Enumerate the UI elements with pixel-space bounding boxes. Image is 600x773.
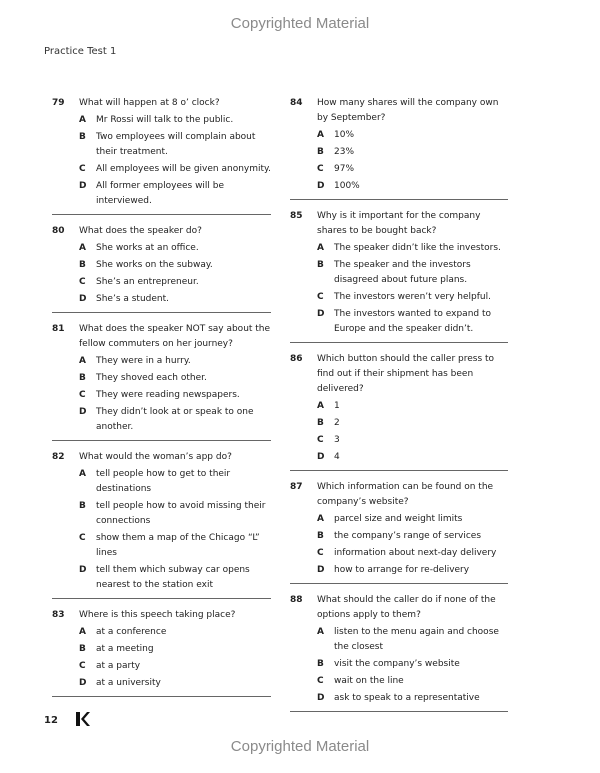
- question: [52, 322, 271, 435]
- option-text: 1: [334, 401, 340, 411]
- option-text: the company’s range of services: [334, 531, 482, 541]
- question: [52, 224, 271, 307]
- question-divider: [52, 312, 271, 313]
- answer-option: [52, 676, 271, 691]
- answer-option: [52, 162, 271, 177]
- option-text: They were in a hurry.: [96, 356, 191, 366]
- answer-option: [52, 371, 271, 386]
- question-text: Which button should the caller press to find out if their shipment has been delivered?: [317, 354, 495, 394]
- question-text: Which information can be found on the company’s website?: [317, 482, 494, 507]
- question-number: 86: [290, 354, 303, 364]
- option-letter: D: [317, 309, 325, 319]
- page-number: 12: [44, 715, 58, 726]
- question-number: 81: [52, 324, 65, 334]
- answer-option: [52, 354, 271, 369]
- option-text: The speaker and the investors disagreed about future plans.: [334, 260, 471, 285]
- option-letter: D: [79, 181, 87, 191]
- option-letter: B: [317, 659, 324, 669]
- option-text: show them a map of the Chicago “L” lines: [96, 533, 260, 558]
- option-letter: B: [79, 501, 86, 511]
- option-text: how to arrange for re-delivery: [334, 565, 470, 575]
- option-text: She’s an entrepreneur.: [96, 277, 199, 287]
- publisher-logo-icon: [75, 711, 91, 727]
- answer-option: [52, 241, 271, 256]
- option-text: All former employees will be interviewed.: [96, 181, 225, 206]
- answer-option: [52, 388, 271, 403]
- question-number: 87: [290, 482, 303, 492]
- option-letter: B: [317, 260, 324, 270]
- answer-option: [290, 145, 508, 160]
- answer-option: [52, 531, 271, 561]
- question-stem: [52, 322, 271, 352]
- option-letter: D: [79, 407, 87, 417]
- answer-option: [290, 691, 508, 706]
- question-text: Why is it important for the company shares to be bought back?: [317, 211, 481, 236]
- option-text: listen to the menu again and choose the closest: [334, 627, 499, 652]
- option-text: 3: [334, 435, 340, 445]
- option-text: at a meeting: [96, 644, 154, 654]
- question-divider: [290, 199, 508, 200]
- option-text: 2: [334, 418, 340, 428]
- option-letter: C: [317, 548, 324, 558]
- option-letter: A: [79, 356, 86, 366]
- option-letter: B: [317, 531, 324, 541]
- option-letter: A: [79, 115, 86, 125]
- option-text: at a party: [96, 661, 141, 671]
- option-text: 100%: [334, 181, 360, 191]
- question: [290, 480, 508, 578]
- question-stem: [290, 96, 508, 126]
- question-text: What will happen at 8 o’ clock?: [79, 98, 220, 108]
- answer-option: [52, 113, 271, 128]
- option-text: Mr Rossi will talk to the public.: [96, 115, 234, 125]
- option-text: She’s a student.: [96, 294, 170, 304]
- answer-option: [290, 657, 508, 672]
- option-letter: B: [317, 147, 324, 157]
- answer-option: [290, 450, 508, 465]
- option-text: She works on the subway.: [96, 260, 213, 270]
- answer-option: [290, 625, 508, 655]
- option-letter: D: [79, 678, 87, 688]
- question-divider: [52, 440, 271, 441]
- answer-option: [290, 179, 508, 194]
- answer-option: [290, 546, 508, 561]
- option-letter: D: [317, 693, 325, 703]
- option-letter: B: [79, 373, 86, 383]
- answer-option: [52, 625, 271, 640]
- option-text: The speaker didn’t like the investors.: [334, 243, 501, 253]
- option-letter: A: [79, 243, 86, 253]
- question-text: Where is this speech taking place?: [79, 610, 236, 620]
- question: [52, 450, 271, 593]
- question: [290, 593, 508, 706]
- question-stem: [290, 593, 508, 623]
- answer-option: [290, 433, 508, 448]
- answer-option: [290, 512, 508, 527]
- option-letter: C: [317, 435, 324, 445]
- question-stem: [290, 209, 508, 239]
- option-letter: C: [79, 661, 86, 671]
- option-text: tell them which subway car opens nearest to the station exit: [96, 565, 250, 590]
- question-divider: [290, 583, 508, 584]
- question: [52, 96, 271, 209]
- question-divider: [52, 214, 271, 215]
- option-text: They were reading newspapers.: [96, 390, 240, 400]
- question: [290, 352, 508, 465]
- option-text: visit the company’s website: [334, 659, 460, 669]
- option-letter: A: [317, 130, 324, 140]
- answer-option: [290, 674, 508, 689]
- right-question-column: [290, 96, 508, 721]
- option-text: The investors wanted to expand to Europe and the speaker didn’t.: [334, 309, 492, 334]
- question-stem: [290, 480, 508, 510]
- option-letter: C: [317, 164, 324, 174]
- question-stem: [52, 96, 271, 111]
- option-letter: C: [79, 277, 86, 287]
- question-text: What should the caller do if none of the options apply to them?: [317, 595, 496, 620]
- option-text: wait on the line: [334, 676, 404, 686]
- option-text: They shoved each other.: [96, 373, 207, 383]
- option-letter: A: [79, 627, 86, 637]
- option-letter: A: [317, 401, 324, 411]
- option-text: at a university: [96, 678, 161, 688]
- running-head: Practice Test 1: [44, 46, 117, 57]
- question-text: What does the speaker do?: [79, 226, 202, 236]
- option-text: at a conference: [96, 627, 167, 637]
- answer-option: [290, 563, 508, 578]
- question-number: 85: [290, 211, 303, 221]
- option-letter: C: [317, 676, 324, 686]
- option-text: They didn’t look at or speak to one another.: [96, 407, 254, 432]
- question-text: How many shares will the company own by September?: [317, 98, 499, 123]
- option-letter: C: [79, 390, 86, 400]
- answer-option: [290, 399, 508, 414]
- option-text: The investors weren’t very helpful.: [334, 292, 491, 302]
- answer-option: [52, 405, 271, 435]
- question-stem: [52, 608, 271, 623]
- answer-option: [290, 162, 508, 177]
- option-letter: B: [79, 132, 86, 142]
- option-text: ask to speak to a representative: [334, 693, 480, 703]
- question-text: What does the speaker NOT say about the fellow commuters on her journey?: [79, 324, 271, 349]
- question: [290, 209, 508, 337]
- answer-option: [290, 128, 508, 143]
- question-number: 80: [52, 226, 65, 236]
- answer-option: [290, 529, 508, 544]
- option-letter: A: [317, 243, 324, 253]
- answer-option: [52, 258, 271, 273]
- answer-option: [52, 292, 271, 307]
- question-number: 79: [52, 98, 65, 108]
- question-number: 84: [290, 98, 303, 108]
- option-text: 23%: [334, 147, 355, 157]
- option-letter: D: [317, 452, 325, 462]
- option-letter: C: [79, 533, 86, 543]
- question-stem: [52, 450, 271, 465]
- option-letter: D: [317, 181, 325, 191]
- option-text: tell people how to avoid missing their connections: [96, 501, 266, 526]
- answer-option: [52, 642, 271, 657]
- option-letter: B: [79, 644, 86, 654]
- answer-option: [52, 563, 271, 593]
- answer-option: [52, 179, 271, 209]
- option-letter: A: [317, 627, 324, 637]
- answer-option: [52, 130, 271, 160]
- copyright-watermark-bottom: Copyrighted Material: [230, 738, 370, 755]
- question-divider: [290, 342, 508, 343]
- question-stem: [290, 352, 508, 397]
- question-number: 88: [290, 595, 303, 605]
- answer-option: [290, 307, 508, 337]
- question-number: 83: [52, 610, 65, 620]
- question-stem: [52, 224, 271, 239]
- question-number: 82: [52, 452, 65, 462]
- option-letter: C: [317, 292, 324, 302]
- left-question-column: [52, 96, 271, 706]
- option-letter: B: [79, 260, 86, 270]
- answer-option: [52, 275, 271, 290]
- answer-option: [290, 416, 508, 431]
- option-text: Two employees will complain about their treatment.: [96, 132, 256, 157]
- question-divider: [290, 470, 508, 471]
- question: [52, 608, 271, 691]
- option-text: tell people how to get to their destinations: [96, 469, 231, 494]
- option-text: parcel size and weight limits: [334, 514, 463, 524]
- question-divider: [52, 696, 271, 697]
- option-letter: A: [79, 469, 86, 479]
- option-text: 4: [334, 452, 340, 462]
- question-divider: [52, 598, 271, 599]
- answer-option: [52, 499, 271, 529]
- option-text: 10%: [334, 130, 355, 140]
- option-text: information about next-day delivery: [334, 548, 497, 558]
- copyright-watermark-top: Copyrighted Material: [230, 15, 370, 32]
- answer-option: [52, 659, 271, 674]
- answer-option: [290, 241, 508, 256]
- question-text: What would the woman’s app do?: [79, 452, 232, 462]
- option-letter: D: [317, 565, 325, 575]
- option-text: She works at an office.: [96, 243, 199, 253]
- option-letter: D: [79, 294, 87, 304]
- option-letter: B: [317, 418, 324, 428]
- option-letter: C: [79, 164, 86, 174]
- answer-option: [52, 467, 271, 497]
- option-letter: A: [317, 514, 324, 524]
- answer-option: [290, 290, 508, 305]
- answer-option: [290, 258, 508, 288]
- option-letter: D: [79, 565, 87, 575]
- option-text: All employees will be given anonymity.: [96, 164, 271, 174]
- question: [290, 96, 508, 194]
- option-text: 97%: [334, 164, 355, 174]
- question-divider: [290, 711, 508, 712]
